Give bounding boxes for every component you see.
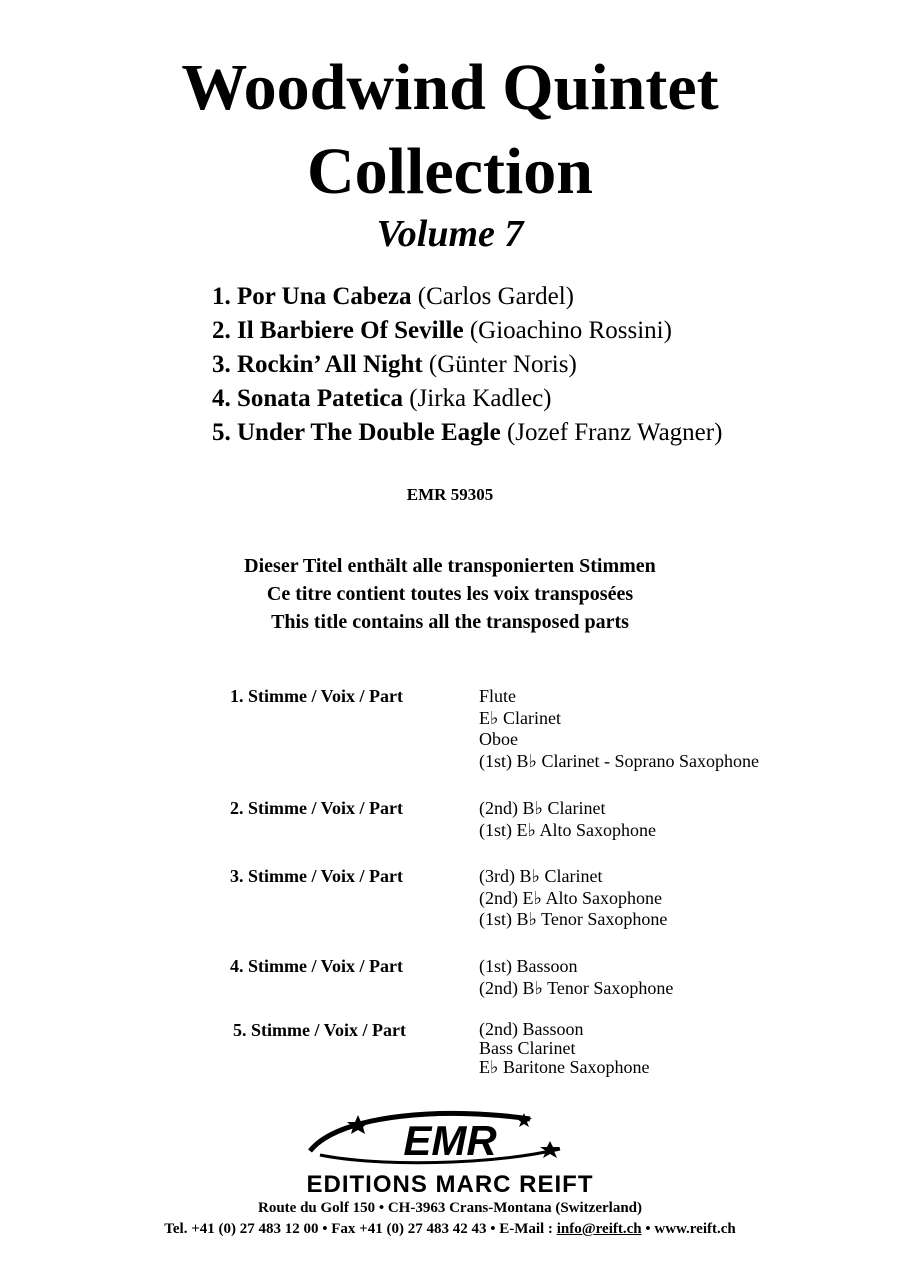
- part-label: 1. Stimme / Voix / Part: [230, 686, 403, 706]
- part-instruments: [479, 798, 656, 841]
- part-label: 3. Stimme / Voix / Part: [230, 866, 403, 886]
- track-composer: (Carlos Gardel): [417, 283, 574, 310]
- track-title: 4. Sonata Patetica: [212, 385, 403, 412]
- track-composer: (Günter Noris): [428, 351, 577, 378]
- track-item: [212, 348, 722, 382]
- instrument: E♭ Clarinet: [479, 707, 561, 728]
- title-line-1: Woodwind Quintet: [181, 51, 719, 124]
- track-item: [212, 416, 722, 450]
- track-title: 1. Por Una Cabeza: [212, 283, 412, 310]
- track-composer: (Jozef Franz Wagner): [506, 419, 723, 446]
- star-icon: [347, 1115, 369, 1134]
- part-instruments: [479, 866, 667, 931]
- publisher-name: EDITIONS MARC REIFT: [306, 1171, 594, 1198]
- instrument: Flute: [479, 686, 517, 706]
- emr-logo: [300, 1105, 600, 1171]
- email-link[interactable]: info@reift.ch: [556, 1221, 642, 1237]
- publisher-contact: [0, 1219, 900, 1239]
- instrument: (2nd) E♭ Alto Saxophone: [479, 887, 662, 908]
- contact-website: • www.reift.ch: [641, 1221, 736, 1237]
- track-title: 5. Under The Double Eagle: [212, 419, 501, 446]
- volume-subtitle: Volume 7: [376, 213, 524, 255]
- publisher-address: Route du Golf 150 • CH-3963 Crans-Montana (Switzerland): [258, 1200, 642, 1216]
- part-instruments: [479, 956, 673, 999]
- instrument: (2nd) B♭ Tenor Saxophone: [479, 977, 674, 998]
- instrument: (1st) E♭ Alto Saxophone: [479, 819, 656, 840]
- note-german: Dieser Titel enthält alle transponierten Stimmen: [244, 555, 656, 577]
- instrument: (2nd) Bassoon: [479, 1019, 584, 1039]
- track-item: [212, 280, 722, 314]
- transposition-notes: [0, 552, 900, 636]
- part-instruments: [479, 686, 759, 772]
- track-item: [212, 382, 722, 416]
- instrument: (1st) B♭ Tenor Saxophone: [479, 909, 668, 929]
- instrument: Bass Clarinet: [479, 1038, 576, 1058]
- track-list: [212, 280, 722, 450]
- contact-phone-fax: Tel. +41 (0) 27 483 12 00 • Fax +41 (0) 27 483 42 43 • E-Mail :: [164, 1221, 557, 1237]
- part-label: 5. Stimme / Voix / Part: [233, 1020, 406, 1040]
- note-french: Ce titre contient toutes les voix transposées: [266, 583, 634, 605]
- track-title: 3. Rockin’ All Night: [212, 351, 423, 378]
- instrument: E♭ Baritone Saxophone: [479, 1057, 650, 1077]
- catalog-code: EMR 59305: [406, 485, 494, 504]
- track-composer: (Gioachino Rossini): [469, 317, 672, 344]
- part-label: 4. Stimme / Voix / Part: [230, 956, 403, 976]
- note-english: This title contains all the transposed parts: [271, 611, 629, 633]
- instrument: (2nd) B♭ Clarinet: [479, 798, 606, 818]
- track-composer: (Jirka Kadlec): [409, 385, 552, 412]
- track-title: 2. Il Barbiere Of Seville: [212, 317, 464, 344]
- title-line-2: Collection: [307, 135, 593, 208]
- instrument: (1st) B♭ Clarinet - Soprano Saxophone: [479, 750, 759, 771]
- instrument: Oboe: [479, 729, 518, 749]
- instrument: (1st) Bassoon: [479, 956, 578, 976]
- part-instruments: [479, 1020, 649, 1077]
- track-item: [212, 314, 722, 348]
- logo-text: EMR: [403, 1117, 497, 1164]
- instrument: (3rd) B♭ Clarinet: [479, 866, 603, 886]
- part-label: 2. Stimme / Voix / Part: [230, 798, 403, 818]
